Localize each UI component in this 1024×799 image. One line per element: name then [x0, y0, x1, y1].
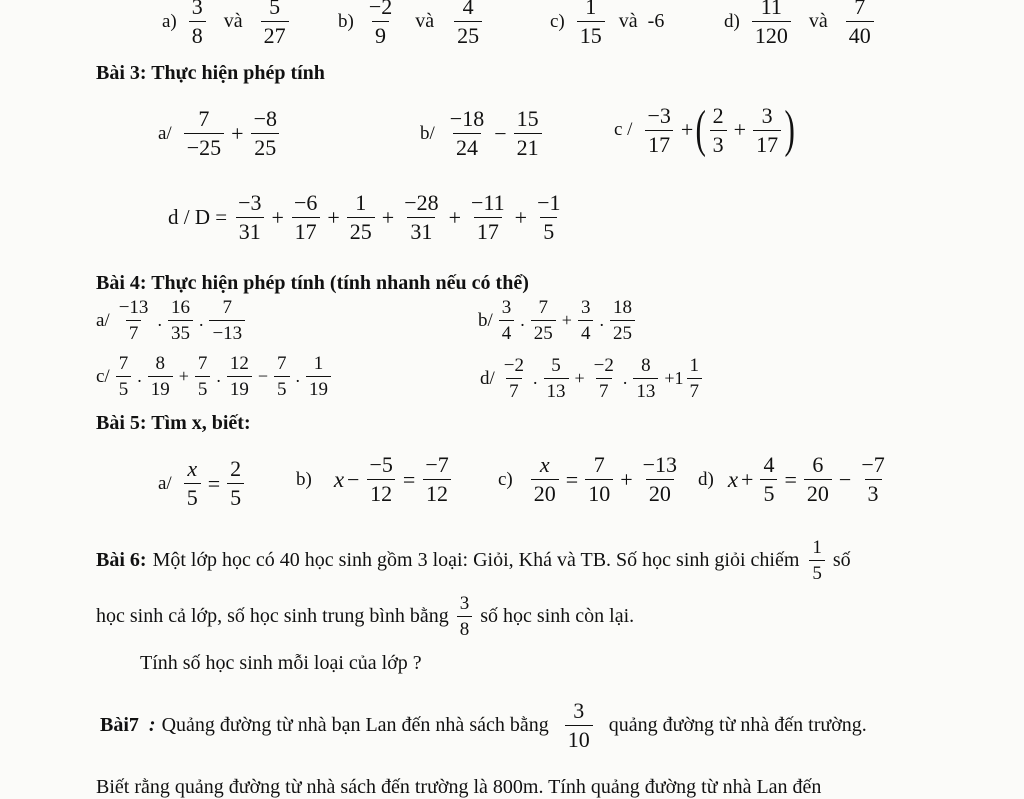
fraction: $\frac{x}{20}$: [531, 454, 559, 505]
bai3-b: [420, 108, 546, 159]
operator: +: [381, 204, 395, 230]
fraction: $\frac{4}{25}$: [454, 0, 482, 47]
bai6-text-3: Tính số học sinh mỗi loại của lớp ?: [140, 652, 422, 674]
item-label: c /: [614, 119, 633, 140]
bai4-a: [96, 298, 249, 343]
operator: +: [733, 117, 747, 142]
operator: +: [574, 368, 585, 388]
fraction: $\frac{-1}{5}$: [537, 190, 561, 244]
bai5-d: [698, 454, 892, 505]
fraction: $\frac{-5}{12}$: [366, 454, 395, 505]
dot-operator: .: [137, 366, 142, 386]
fraction: $\frac{3}{4}$: [499, 298, 515, 343]
fraction: $\frac{-7}{3}$: [861, 452, 885, 506]
fraction: $\frac{2}{5}$: [227, 458, 244, 509]
fraction: $\frac{15}{21}$: [514, 108, 542, 159]
integer-value: -6: [647, 10, 665, 32]
fraction: $\frac{7}{-13}$: [209, 298, 245, 343]
left-parenthesis: (: [695, 101, 707, 158]
fraction: $\frac{4}{5}$: [760, 454, 777, 505]
bai3-c: [614, 101, 795, 158]
fraction: $\frac{5}{27}$: [261, 0, 289, 47]
operator: −: [838, 466, 852, 492]
fraction: $\frac{-8}{25}$: [251, 108, 280, 159]
conjunction: và: [618, 10, 638, 32]
operator: −: [257, 366, 269, 386]
bai6-text-1b: số: [832, 549, 851, 571]
bai5-title: Bài 5: Tìm x, biết:: [96, 412, 251, 434]
equals: =: [784, 466, 797, 492]
bai7-colon: :: [148, 714, 156, 736]
fraction: $\frac{18}{25}$: [610, 298, 635, 343]
bai3-d: [168, 192, 567, 243]
equals: =: [565, 466, 579, 492]
item-label: b/: [420, 122, 435, 144]
item-label: b): [338, 10, 354, 32]
fraction: $\frac{7}{10}$: [585, 454, 613, 505]
item-label: a/: [96, 309, 110, 331]
fraction: $\frac{8}{13}$: [633, 356, 658, 401]
dot-operator: .: [216, 366, 221, 386]
fraction: $\frac{3}{8}$: [457, 594, 473, 639]
equals: =: [402, 466, 416, 492]
item-label: d / D =: [168, 205, 228, 229]
fraction: $\frac{1}{15}$: [577, 0, 605, 47]
fraction: $\frac{3}{4}$: [578, 298, 594, 343]
operator: −: [494, 120, 507, 146]
bai7-text-2: Biết rằng quảng đường từ nhà sách đến trường là 800m. Tính quảng đường từ nhà Lan đến: [96, 776, 822, 798]
bai4-b: [478, 298, 639, 343]
item-label: b): [296, 468, 312, 490]
fraction: $\frac{-6}{17}$: [291, 192, 320, 243]
fraction: $\frac{16}{35}$: [168, 298, 193, 343]
fraction: $\frac{3}{10}$: [565, 700, 593, 751]
bai6-text-1: Một lớp học có 40 học sinh gồm 3 loại: Giỏi, Khá và TB. Số học sinh giỏi chiếm: [152, 549, 800, 571]
fraction: $\frac{7}{-25}$: [184, 108, 224, 159]
fraction: $\frac{-13}{20}$: [642, 452, 678, 506]
fraction: $\frac{-2}{7}$: [593, 355, 614, 402]
operator: +: [327, 204, 340, 230]
dot-operator: .: [157, 310, 162, 330]
item-label: c): [550, 10, 565, 32]
variable-x: x: [333, 466, 345, 492]
right-parenthesis: ): [784, 101, 795, 158]
fraction: $\frac{-13}{7}$: [118, 297, 149, 344]
fraction: $\frac{x}{5}$: [184, 458, 201, 509]
fraction: $\frac{-3}{31}$: [235, 192, 264, 243]
fraction: $\frac{7}{5}$: [274, 354, 290, 399]
operator: +1: [664, 368, 684, 388]
dot-operator: .: [295, 366, 301, 386]
dot-operator: .: [599, 310, 604, 330]
variable-x: x: [727, 466, 739, 492]
bai5-c: [498, 454, 684, 505]
dot-operator: .: [520, 310, 525, 330]
bai6-line1: [96, 538, 851, 583]
fraction: $\frac{-7}{12}$: [422, 454, 451, 505]
operator: +: [620, 466, 633, 492]
fraction: $\frac{3}{8}$: [189, 0, 206, 47]
item-label: c): [498, 468, 513, 490]
bai7-line1: [100, 700, 867, 751]
fraction: $\frac{3}{17}$: [753, 105, 781, 156]
fraction: $\frac{-2}{7}$: [503, 355, 524, 402]
bai4-c: [96, 354, 335, 399]
bai4-title: Bài 4: Thực hiện phép tính (tính nhanh nếu có thể): [96, 272, 529, 294]
item-label: a/: [158, 122, 172, 144]
operator: +: [514, 204, 528, 230]
compare-b: [338, 0, 486, 47]
item-label: b/: [478, 309, 493, 331]
fraction: $\frac{-3}{17}$: [644, 105, 673, 156]
item-label: c/: [96, 365, 110, 387]
operator: +: [741, 466, 754, 492]
bai3-title: Bài 3: Thực hiện phép tính: [96, 62, 325, 84]
dot-operator: .: [198, 310, 204, 330]
bai6-line2: [96, 594, 634, 639]
item-label: d): [698, 468, 714, 490]
fraction: $\frac{-28}{31}$: [404, 190, 439, 244]
fraction: $\frac{5}{13}$: [544, 356, 569, 401]
dot-operator: .: [622, 368, 628, 388]
operator: −: [347, 466, 360, 492]
fraction: $\frac{-2}{9}$: [368, 0, 393, 48]
conjunction: và: [415, 10, 435, 32]
fraction: $\frac{8}{19}$: [148, 354, 173, 399]
fraction: $\frac{11}{120}$: [752, 0, 791, 47]
compare-c: [550, 0, 664, 47]
fraction: $\frac{-18}{24}$: [449, 106, 485, 160]
bai5-b: [296, 454, 456, 505]
compare-a: [162, 0, 293, 47]
bai7-text-1b: quảng đường từ nhà đến trường.: [608, 714, 867, 736]
operator: +: [680, 117, 694, 142]
item-label: a): [162, 10, 177, 32]
conjunction: và: [808, 10, 828, 32]
fraction: $\frac{-11}{17}$: [471, 190, 505, 244]
fraction: $\frac{1}{25}$: [347, 192, 375, 243]
item-label: d/: [480, 367, 495, 389]
fraction: $\frac{12}{19}$: [227, 354, 252, 399]
fraction: $\frac{6}{20}$: [804, 454, 832, 505]
fraction: $\frac{2}{3}$: [710, 105, 727, 156]
bai6-text-2: học sinh cả lớp, số học sinh trung bình bằng: [96, 605, 449, 627]
compare-d: [724, 0, 878, 47]
fraction: $\frac{7}{25}$: [531, 298, 556, 343]
bai4-d: [480, 356, 706, 401]
conjunction: và: [223, 10, 243, 32]
bai3-a: [158, 108, 284, 159]
bai7-label: Bài7: [100, 714, 139, 736]
fraction: $\frac{7}{5}$: [116, 354, 132, 399]
fraction: $\frac{1}{5}$: [809, 538, 825, 583]
operator: +: [178, 366, 189, 386]
fraction: $\frac{7}{40}$: [846, 0, 874, 47]
bai6-text-2b: số học sinh còn lại.: [480, 605, 635, 627]
operator: +: [231, 120, 244, 146]
operator: +: [561, 310, 572, 330]
item-label: d): [724, 10, 740, 32]
fraction: $\frac{7}{5}$: [195, 354, 211, 399]
operator: +: [448, 204, 462, 230]
fraction: $\frac{1}{19}$: [306, 354, 331, 399]
bai7-text-1: Quảng đường từ nhà bạn Lan đến nhà sách bằng: [161, 714, 549, 736]
bai6-label: Bài 6:: [96, 549, 147, 571]
bai5-a: [158, 458, 248, 509]
item-label: a/: [158, 472, 172, 494]
operator: +: [271, 204, 284, 230]
fraction: $\frac{1}{7}$: [687, 356, 703, 401]
dot-operator: .: [533, 368, 538, 388]
equals: =: [207, 470, 221, 496]
